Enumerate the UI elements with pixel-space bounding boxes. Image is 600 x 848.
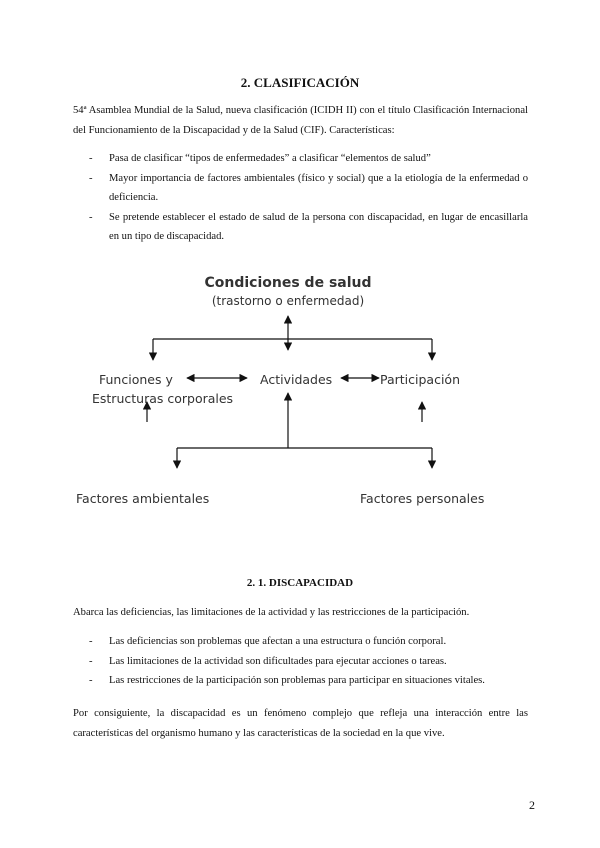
node-funciones-line2: Estructuras corporales (92, 391, 234, 406)
subsection-heading: 2. 1. DISCAPACIDAD (246, 577, 354, 589)
section-heading: 2. CLASIFICACIÓN (240, 75, 360, 90)
list-item: - Mayor importancia de factores ambientales (físico y social) que a la etiología de la enfermedad o deficiencia. (73, 169, 528, 208)
section-intro: 54ª Asamblea Mundial de la Salud, nueva clasificación (ICIDH II) con el título Clasificación Internacional del Funcionamiento de la Discapacidad y de la Salud (CIF). Características: (73, 105, 528, 136)
diagram-top-title: Condiciones de salud (204, 275, 372, 291)
discapacidad-list (73, 632, 528, 691)
conclusion-paragraph: Por consiguiente, la discapacidad es un fenómeno complejo que refleja una interacción entre las características del organismo humano y las características de la sociedad en la que vive. (73, 708, 528, 739)
list-item: - Se pretende establecer el estado de salud de la persona con discapacidad, en lugar de encasillarla en un tipo de discapacidad. (73, 208, 528, 247)
node-factores-ambientales: Factores ambientales (76, 491, 210, 506)
node-actividades: Actividades (260, 372, 333, 387)
node-participacion: Participación (380, 372, 461, 387)
list-item: - Las deficiencias son problemas que afectan a una estructura o función corporal. (73, 632, 528, 652)
icf-diagram (0, 260, 600, 520)
diagram-top-subtitle: (trastorno o enfermedad) (211, 294, 365, 308)
subsection-intro: Abarca las deficiencias, las limitaciones de la actividad y las restricciones de la participación. (73, 607, 470, 618)
page-number: 2 (529, 798, 535, 812)
node-factores-personales: Factores personales (360, 491, 485, 506)
list-item: - Pasa de clasificar “tipos de enfermedades” a clasificar “elementos de salud” (73, 149, 528, 169)
characteristics-list (73, 149, 528, 247)
list-item: - Las restricciones de la participación son problemas para participar en situaciones vitales. (73, 671, 528, 691)
list-item: - Las limitaciones de la actividad son dificultades para ejecutar acciones o tareas. (73, 652, 528, 672)
node-funciones-line1: Funciones y (99, 372, 173, 387)
